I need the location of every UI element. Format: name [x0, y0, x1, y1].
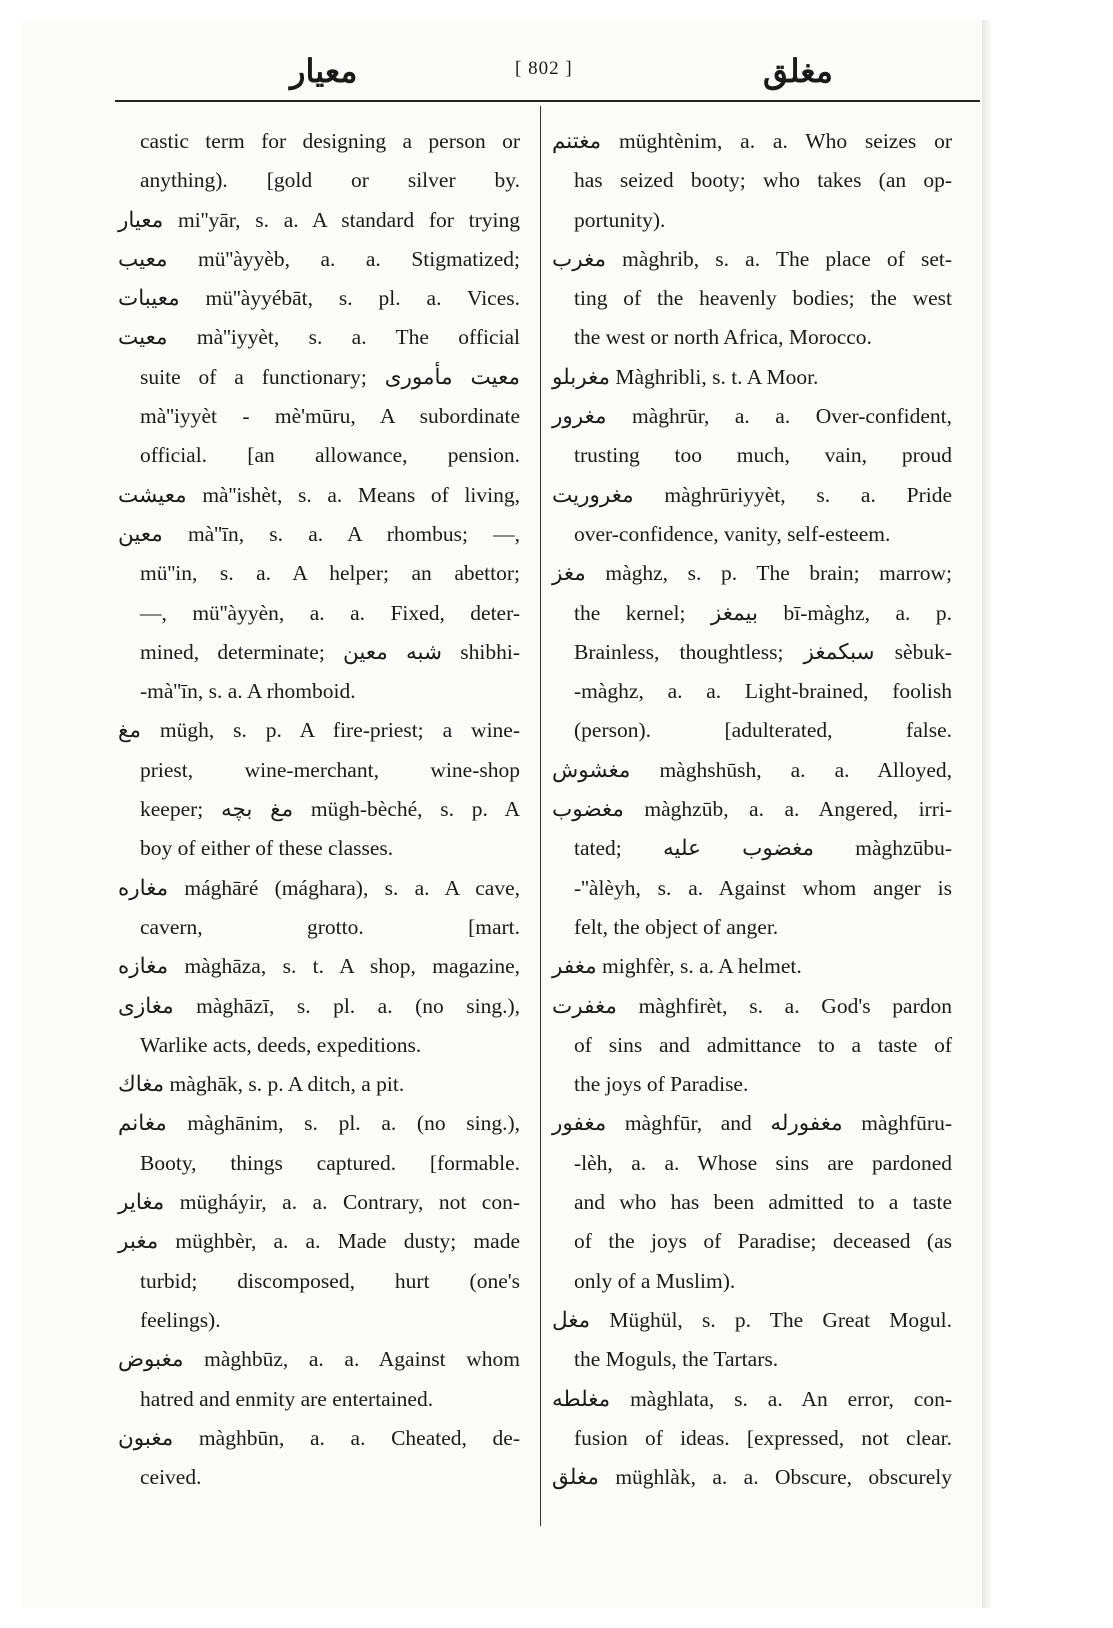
dictionary-line-text: معيشت mà''ishèt, s. a. Means of living, [118, 482, 520, 507]
dictionary-line [552, 1222, 952, 1261]
dictionary-line-text: مغبون màghbūn, a. a. Cheated, de- [118, 1425, 520, 1450]
dictionary-line [118, 711, 520, 750]
dictionary-line-text: مغز màghz, s. p. The brain; marrow; [552, 561, 952, 586]
dictionary-line [552, 869, 952, 908]
dictionary-line-text: معيار mi''yār, s. a. A standard for trying [118, 207, 520, 232]
dictionary-line [552, 1104, 952, 1143]
dictionary-line-text: official. [an allowance, pension. [140, 443, 520, 468]
dictionary-line [552, 1380, 952, 1419]
dictionary-line [118, 987, 520, 1026]
dictionary-line [118, 279, 520, 318]
dictionary-line-text: has seized booty; who takes (an op- [574, 168, 952, 193]
dictionary-line-text: castic term for designing a person or [140, 129, 520, 153]
dictionary-line-text: مغل Müghül, s. p. The Great Mogul. [552, 1307, 952, 1332]
dictionary-line [552, 751, 952, 790]
dictionary-line-text: مغفور màghfūr, and مغفورله màghfūru- [552, 1111, 952, 1136]
dictionary-line-text: -mà''īn, s. a. A rhomboid. [140, 679, 356, 704]
dictionary-line [118, 594, 520, 633]
dictionary-line [118, 476, 520, 515]
dictionary-line-text: only of a Muslim). [574, 1268, 736, 1293]
dictionary-line-text: مغروريت màghrūriyyèt, s. a. Pride [552, 482, 952, 507]
dictionary-line-text: Warlike acts, deeds, expeditions. [140, 1032, 422, 1057]
dictionary-line [118, 397, 520, 436]
dictionary-line-text: turbid; discomposed, hurt (one's [140, 1268, 520, 1293]
dictionary-line-text: ceived. [140, 1465, 202, 1490]
dictionary-line [552, 476, 952, 515]
dictionary-line-text: معيبات mü''àyyébāt, s. pl. a. Vices. [118, 286, 520, 311]
dictionary-line-text: Brainless, thoughtless; سبكمغز sèbuk- [574, 639, 953, 664]
dictionary-line [118, 790, 520, 829]
dictionary-line [552, 1419, 952, 1458]
dictionary-line [552, 1458, 952, 1497]
dictionary-line [552, 1340, 952, 1379]
dictionary-line [118, 633, 520, 672]
dictionary-line [118, 515, 520, 554]
dictionary-line [118, 1301, 520, 1340]
dictionary-line [118, 358, 520, 397]
dictionary-line [552, 358, 952, 397]
dictionary-line-text: مغبوض màghbūz, a. a. Against whom [118, 1347, 520, 1372]
dictionary-line-text: مغاك màghāk, s. p. A ditch, a pit. [118, 1072, 405, 1097]
dictionary-line-text: suite of a functionary; معيت مأموری [140, 364, 521, 389]
dictionary-line [552, 829, 952, 868]
dictionary-line [552, 1262, 952, 1301]
left-running-headword: معيار [290, 53, 358, 89]
dictionary-line [552, 947, 952, 986]
dictionary-line-text: Booty, things captured. [formable. [140, 1150, 520, 1175]
dictionary-line [552, 1301, 952, 1340]
dictionary-line-text: hatred and enmity are entertained. [140, 1386, 434, 1411]
dictionary-line [118, 672, 520, 711]
dictionary-line-text: the Moguls, the Tartars. [574, 1347, 779, 1372]
dictionary-line [552, 201, 952, 240]
dictionary-line-text: مغانم màghānim, s. pl. a. (no sing.), [118, 1111, 520, 1136]
dictionary-line-text: مغفرت màghfirèt, s. a. God's pardon [552, 993, 952, 1018]
dictionary-line-text: مغازه màghāza, s. t. A shop, magazine, [118, 954, 520, 979]
dictionary-line [118, 1104, 520, 1143]
dictionary-line-text: anything). [gold or silver by. [140, 168, 520, 193]
dictionary-line [118, 829, 520, 868]
dictionary-line [118, 947, 520, 986]
dictionary-line [118, 436, 520, 475]
dictionary-line [118, 1340, 520, 1379]
dictionary-line [552, 397, 952, 436]
dictionary-line-text: trusting too much, vain, proud [574, 443, 952, 468]
dictionary-line [552, 1144, 952, 1183]
dictionary-line-text: مغازی màghāzī, s. pl. a. (no sing.), [118, 993, 520, 1018]
dictionary-line-text: keeper; مغ بچه mügh-bèché, s. p. A [140, 797, 521, 822]
dictionary-line [118, 908, 520, 947]
dictionary-line [118, 1183, 520, 1222]
left-column [118, 122, 520, 1497]
header-rule [115, 100, 980, 102]
dictionary-line-text: of the joys of Paradise; deceased (as [574, 1229, 952, 1254]
dictionary-line-text: مغ mügh, s. p. A fire-priest; a wine- [118, 718, 520, 743]
dictionary-line [552, 790, 952, 829]
dictionary-line [552, 1183, 952, 1222]
dictionary-line-text: felt, the object of anger. [574, 914, 779, 939]
dictionary-line-text: مغرب màghrib, s. a. The place of set- [552, 246, 952, 271]
right-running-headword: مغلق [763, 53, 833, 89]
dictionary-line [118, 1222, 520, 1261]
dictionary-line-text: -''àlèyh, s. a. Against whom anger is [574, 875, 952, 900]
dictionary-line-text: مغفر mighfèr, s. a. A helmet. [552, 954, 802, 979]
dictionary-line [552, 515, 952, 554]
dictionary-line [552, 436, 952, 475]
dictionary-line [118, 161, 520, 200]
dictionary-line-text: مغربلو Màghribli, s. t. A Moor. [552, 364, 819, 389]
dictionary-line [552, 1065, 952, 1104]
dictionary-line-text: tated; مغضوب عليه màghzūbu- [574, 836, 953, 861]
dictionary-line [118, 1419, 520, 1458]
dictionary-line [118, 1144, 520, 1183]
dictionary-line-text: -màghz, a. a. Light-brained, foolish [574, 679, 952, 704]
dictionary-line [552, 279, 952, 318]
dictionary-line [552, 633, 952, 672]
dictionary-line [118, 1380, 520, 1419]
dictionary-line-text: مغتنم müghtènim, a. a. Who seizes or [552, 129, 952, 153]
dictionary-line [552, 318, 952, 357]
dictionary-line-text: feelings). [140, 1307, 221, 1332]
dictionary-line [552, 554, 952, 593]
page-number: [ 802 ] [515, 58, 573, 79]
dictionary-line-text: of sins and admittance to a taste of [574, 1032, 952, 1057]
dictionary-line-text: مغلطه màghlata, s. a. An error, con- [552, 1386, 952, 1411]
page-header [0, 52, 1113, 96]
dictionary-line-text: portunity). [574, 207, 666, 232]
dictionary-line [118, 240, 520, 279]
dictionary-line-text: the joys of Paradise. [574, 1072, 749, 1097]
dictionary-line-text: mü''in, s. a. A helper; an abettor; [140, 561, 520, 586]
dictionary-line-text: over-confidence, vanity, self-esteem. [574, 521, 891, 546]
dictionary-line [118, 1262, 520, 1301]
dictionary-line-text: and who has been admitted to a taste [574, 1190, 952, 1215]
dictionary-line-text: معيت mà''iyyèt, s. a. The official [118, 325, 520, 350]
right-column [552, 122, 952, 1497]
dictionary-line [118, 318, 520, 357]
dictionary-line-text: mined, determinate; شبه معين shibhi- [140, 639, 521, 664]
dictionary-line-text: the west or north Africa, Morocco. [574, 325, 872, 350]
dictionary-line [118, 554, 520, 593]
dictionary-line [118, 201, 520, 240]
dictionary-line-text: معين mà''īn, s. a. A rhombus; —, [118, 521, 520, 546]
dictionary-line [552, 122, 952, 161]
dictionary-line [118, 1458, 520, 1497]
dictionary-line-text: fusion of ideas. [expressed, not clear. [574, 1425, 952, 1450]
dictionary-line-text: مغضوب màghzūb, a. a. Angered, irri- [552, 797, 952, 822]
dictionary-line-text: مغرور màghrūr, a. a. Over-confident, [552, 404, 952, 429]
dictionary-line [118, 1065, 520, 1104]
dictionary-line [552, 240, 952, 279]
dictionary-line-text: معيب mü''àyyèb, a. a. Stigmatized; [118, 246, 520, 271]
dictionary-line-text: مغاره mághāré (mághara), s. a. A cave, [118, 875, 520, 900]
dictionary-line-text: ting of the heavenly bodies; the west [574, 286, 952, 311]
dictionary-line [552, 711, 952, 750]
dictionary-line [118, 869, 520, 908]
dictionary-line-text: cavern, grotto. [mart. [140, 914, 520, 939]
dictionary-line [552, 908, 952, 947]
dictionary-line [552, 594, 952, 633]
dictionary-line-text: مغاير mügháyir, a. a. Contrary, not con- [118, 1190, 520, 1215]
column-divider [540, 106, 541, 1526]
dictionary-line [552, 1026, 952, 1065]
dictionary-line [118, 751, 520, 790]
dictionary-line [118, 1026, 520, 1065]
dictionary-line [552, 987, 952, 1026]
dictionary-line-text: boy of either of these classes. [140, 836, 394, 861]
dictionary-line [118, 122, 520, 161]
dictionary-line-text: -lèh, a. a. Whose sins are pardoned [574, 1150, 952, 1175]
dictionary-line [552, 161, 952, 200]
dictionary-line-text: priest, wine-merchant, wine-shop [140, 757, 520, 782]
dictionary-line-text: the kernel; بيمغز bī-màghz, a. p. [574, 600, 952, 625]
dictionary-line-text: مغشوش màghshūsh, a. a. Alloyed, [552, 757, 952, 782]
page-edge-shadow [982, 20, 992, 1608]
dictionary-line-text: مغبر müghbèr, a. a. Made dusty; made [118, 1229, 520, 1254]
dictionary-line-text: —, mü''àyyèn, a. a. Fixed, deter- [140, 600, 520, 625]
dictionary-line-text: mà''iyyèt - mè'mūru, A subordinate [140, 404, 520, 429]
dictionary-line [552, 672, 952, 711]
dictionary-line-text: مغلق müghlàk, a. a. Obscure, obscurely [552, 1465, 952, 1490]
dictionary-line-text: (person). [adulterated, false. [574, 718, 952, 743]
